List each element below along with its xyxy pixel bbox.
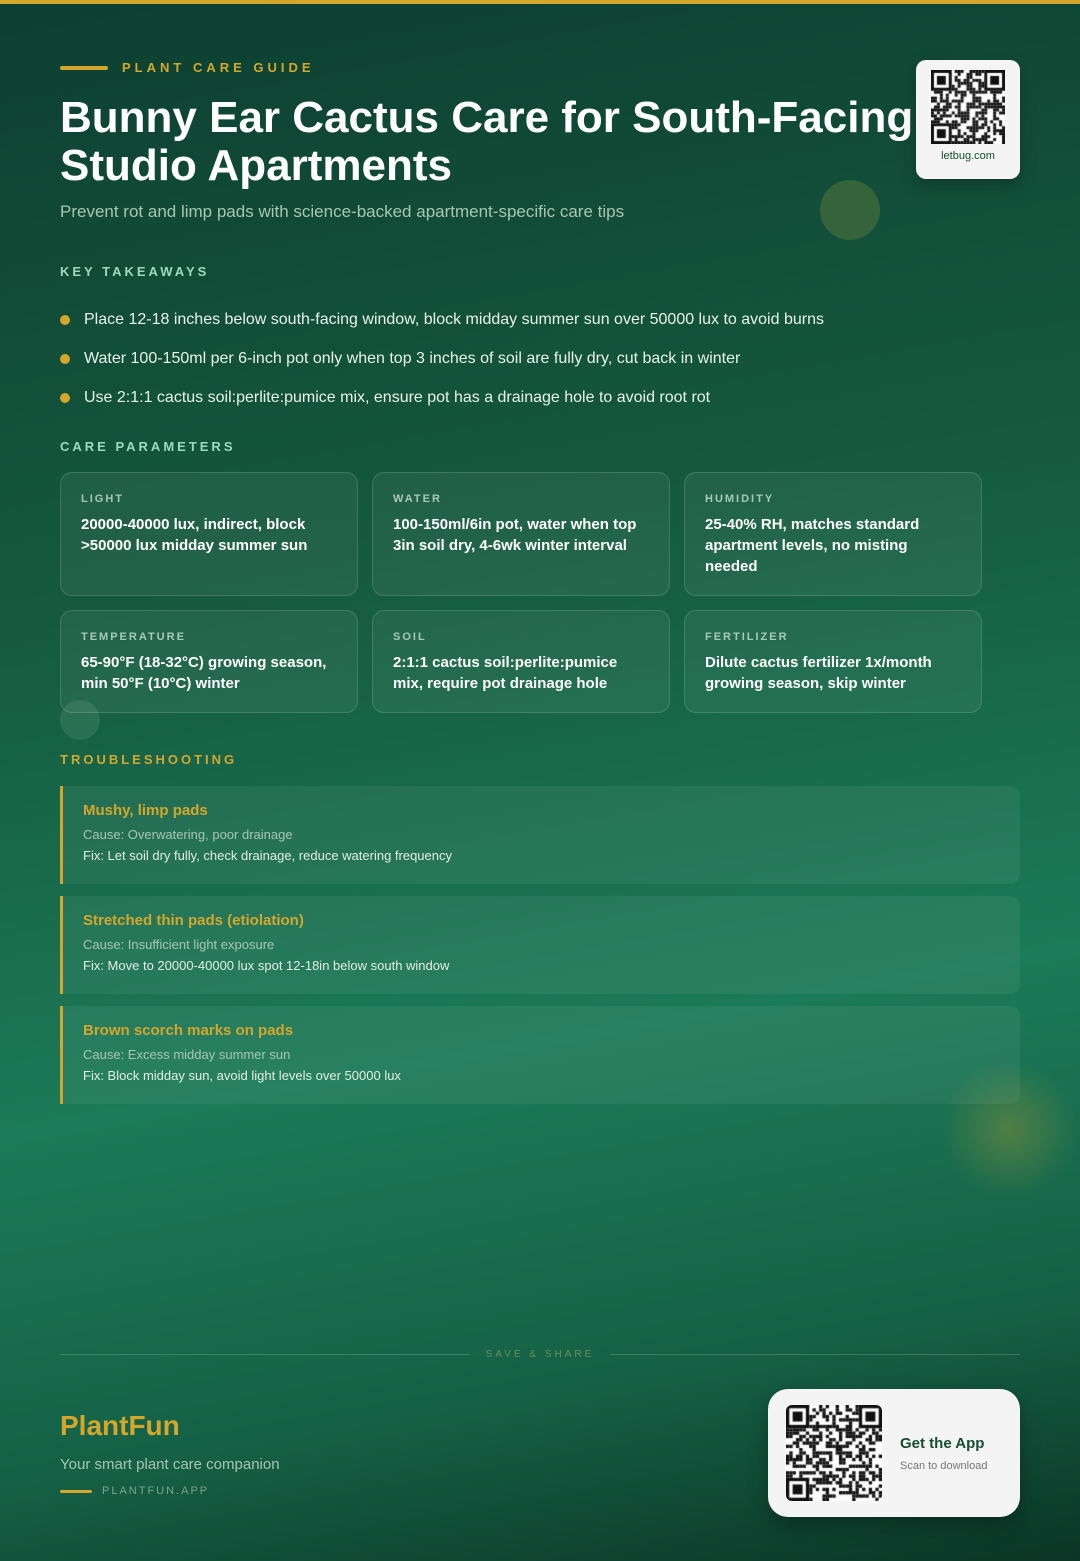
brand-tagline: Your smart plant care companion bbox=[60, 1456, 280, 1473]
issue-cause: Cause: Insufficient light exposure bbox=[83, 937, 275, 952]
bullet-icon bbox=[60, 393, 70, 403]
card-label: LIGHT bbox=[81, 493, 124, 505]
card-value: 100-150ml/6in pot, water when top 3in soil dry, 4-6wk winter interval bbox=[393, 516, 637, 554]
page-title: Bunny Ear Cactus Care for South-Facing Studio Apartments bbox=[60, 93, 914, 190]
brand-logo: PlantFun bbox=[60, 1410, 180, 1441]
list-item bbox=[60, 339, 824, 378]
url-text[interactable]: PLANTFUN.APP bbox=[102, 1485, 210, 1497]
card-value: Dilute cactus fertilizer 1x/month growing season, skip winter bbox=[705, 654, 932, 692]
section-heading-takeaways: KEY TAKEAWAYS bbox=[60, 264, 210, 279]
bullet-icon bbox=[60, 315, 70, 325]
bullet-icon bbox=[60, 354, 70, 364]
get-app-title: Get the App bbox=[900, 1434, 985, 1452]
section-heading-troubleshooting: TROUBLESHOOTING bbox=[60, 752, 238, 767]
care-card-temperature bbox=[60, 610, 358, 713]
care-card-soil bbox=[372, 610, 670, 713]
eyebrow-label: PLANT CARE GUIDE bbox=[122, 60, 315, 75]
get-app-card[interactable] bbox=[768, 1389, 1020, 1517]
issue-fix: Fix: Move to 20000-40000 lux spot 12-18in below south window bbox=[83, 958, 450, 973]
app-qr-code[interactable] bbox=[786, 1405, 882, 1501]
section-heading-care: CARE PARAMETERS bbox=[60, 439, 236, 454]
card-label: TEMPERATURE bbox=[81, 631, 186, 643]
card-value: 65-90°F (18-32°C) growing season, min 50°F (10°C) winter bbox=[81, 654, 327, 692]
issue-title: Stretched thin pads (etiolation) bbox=[83, 912, 304, 929]
care-card-fertilizer bbox=[684, 610, 982, 713]
card-value: 2:1:1 cactus soil:perlite:pumice mix, require pot drainage hole bbox=[393, 654, 618, 692]
care-card-humidity bbox=[684, 472, 982, 596]
care-card-light bbox=[60, 472, 358, 596]
troubleshooting-item bbox=[60, 1006, 1020, 1104]
card-label: WATER bbox=[393, 493, 442, 505]
issue-title: Mushy, limp pads bbox=[83, 802, 208, 819]
qr-code-card[interactable] bbox=[916, 60, 1020, 179]
issue-cause: Cause: Excess midday summer sun bbox=[83, 1047, 291, 1062]
save-share-divider bbox=[60, 1349, 1020, 1360]
troubleshooting-item bbox=[60, 896, 1020, 994]
brand-url[interactable] bbox=[60, 1485, 209, 1497]
card-value: 25-40% RH, matches standard apartment levels, no misting needed bbox=[705, 516, 920, 575]
issue-fix: Fix: Let soil dry fully, check drainage, reduce watering frequency bbox=[83, 848, 452, 863]
issue-fix: Fix: Block midday sun, avoid light levels over 50000 lux bbox=[83, 1068, 401, 1083]
get-app-subtitle: Scan to download bbox=[900, 1459, 988, 1472]
takeaway-text: Use 2:1:1 cactus soil:perlite:pumice mix, ensure pot has a drainage hole to avoid root rot bbox=[84, 388, 711, 406]
list-item bbox=[60, 300, 824, 339]
list-item bbox=[60, 378, 824, 417]
eyebrow bbox=[60, 60, 315, 75]
share-label: SAVE & SHARE bbox=[485, 1349, 595, 1360]
takeaway-text: Water 100-150ml per 6-inch pot only when top 3 inches of soil are fully dry, cut back in winter bbox=[84, 349, 741, 367]
top-accent-bar bbox=[0, 0, 1080, 4]
page-subtitle: Prevent rot and limp pads with science-backed apartment-specific care tips bbox=[60, 202, 625, 221]
takeaway-text: Place 12-18 inches below south-facing window, block midday summer sun over 50000 lux to avoid burns bbox=[84, 310, 824, 328]
troubleshooting-item bbox=[60, 786, 1020, 884]
issue-cause: Cause: Overwatering, poor drainage bbox=[83, 827, 293, 842]
card-value: 20000-40000 lux, indirect, block >50000 lux midday summer sun bbox=[81, 516, 308, 554]
issue-title: Brown scorch marks on pads bbox=[83, 1022, 294, 1039]
card-label: HUMIDITY bbox=[705, 493, 775, 505]
takeaways-list bbox=[60, 300, 824, 417]
care-card-water bbox=[372, 472, 670, 596]
card-label: SOIL bbox=[393, 631, 427, 643]
card-label: FERTILIZER bbox=[705, 631, 789, 643]
care-parameters-grid bbox=[60, 472, 982, 713]
qr-caption: letbug.com bbox=[941, 150, 995, 162]
qr-code[interactable] bbox=[931, 70, 1005, 144]
